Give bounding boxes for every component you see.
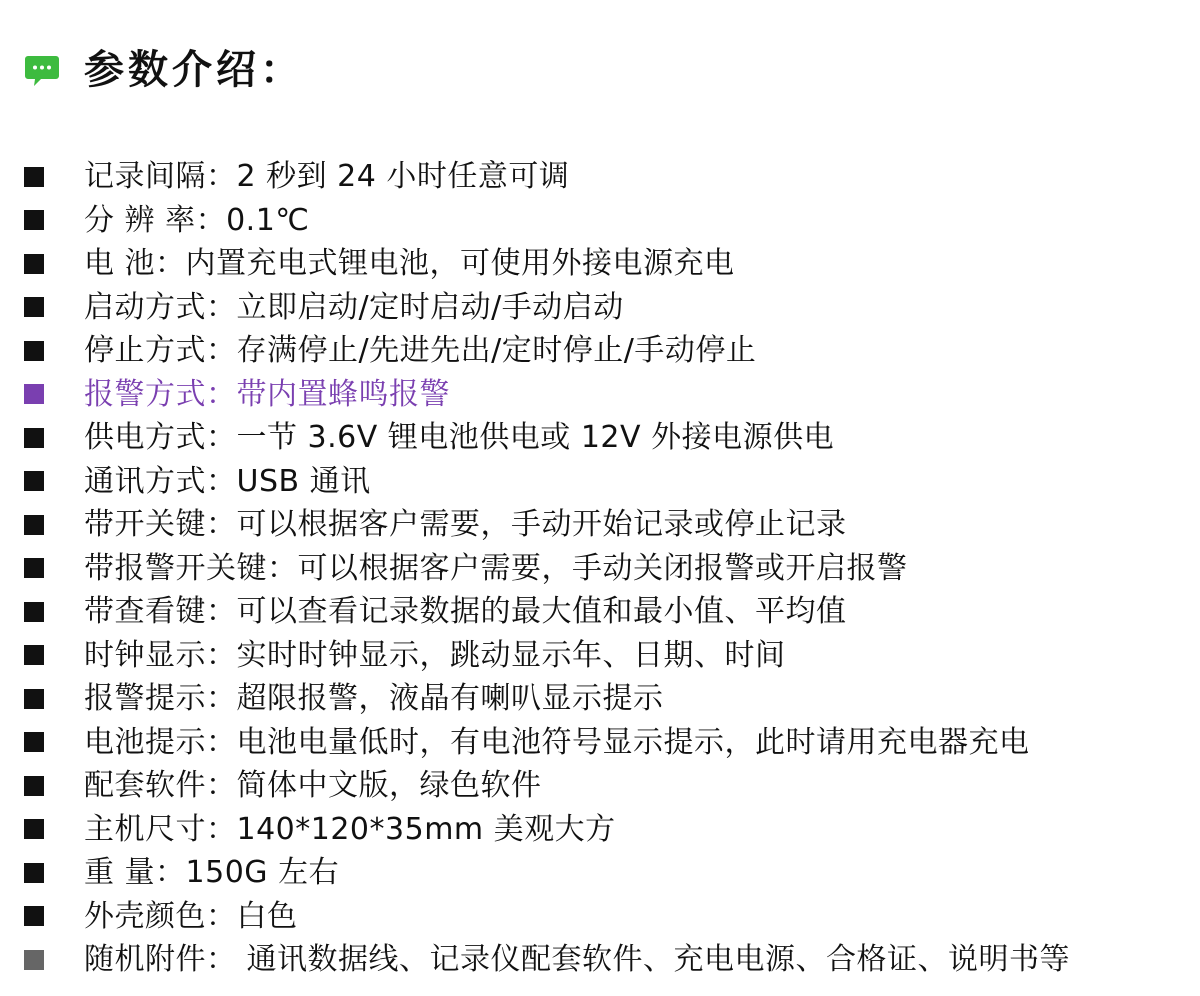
spec-text: 电池提示：电池电量低时，有电池符号显示提示，此时请用充电器充电 — [84, 724, 1030, 760]
list-item — [24, 851, 1070, 895]
page-title: 参数介绍： — [84, 47, 304, 93]
spec-text: 停止方式：存满停止/先进先出/定时停止/手动停止 — [84, 333, 757, 369]
spec-text: 分 辨 率：0.1℃ — [84, 202, 310, 238]
list-item — [24, 895, 1070, 939]
spec-text: 电 池：内置充电式锂电池，可使用外接电源充电 — [84, 246, 735, 282]
square-bullet-icon — [24, 732, 44, 752]
list-item — [24, 503, 1070, 547]
square-bullet-icon — [24, 558, 44, 578]
list-item — [24, 677, 1070, 721]
square-bullet-icon — [24, 167, 44, 187]
spec-text: 记录间隔：2 秒到 24 小时任意可调 — [84, 159, 570, 195]
spec-text: 报警提示：超限报警，液晶有喇叭显示提示 — [84, 681, 664, 717]
spec-text: 通讯方式：USB 通讯 — [84, 463, 371, 499]
square-bullet-icon — [24, 515, 44, 535]
square-bullet-icon — [24, 341, 44, 361]
list-item — [24, 416, 1070, 460]
square-bullet-icon — [24, 776, 44, 796]
spec-text: 外壳颜色：白色 — [84, 898, 298, 934]
list-item — [24, 547, 1070, 591]
list-item — [24, 634, 1070, 678]
spec-text: 启动方式：立即启动/定时启动/手动启动 — [84, 289, 624, 325]
square-bullet-icon — [24, 950, 44, 970]
square-bullet-icon — [24, 471, 44, 491]
list-item — [24, 590, 1070, 634]
list-item — [24, 155, 1070, 199]
chat-bubble-icon — [24, 55, 60, 85]
square-bullet-icon — [24, 384, 44, 404]
list-item — [24, 938, 1070, 982]
list-item — [24, 460, 1070, 504]
square-bullet-icon — [24, 602, 44, 622]
list-item — [24, 329, 1070, 373]
spec-text: 配套软件：简体中文版，绿色软件 — [84, 768, 542, 804]
square-bullet-icon — [24, 645, 44, 665]
list-item — [24, 286, 1070, 330]
spec-text: 带开关键：可以根据客户需要，手动开始记录或停止记录 — [84, 507, 847, 543]
list-item — [24, 242, 1070, 286]
spec-text: 带查看键：可以查看记录数据的最大值和最小值、平均值 — [84, 594, 847, 630]
list-item — [24, 721, 1070, 765]
spec-text: 带报警开关键：可以根据客户需要，手动关闭报警或开启报警 — [84, 550, 908, 586]
spec-text: 时钟显示：实时时钟显示，跳动显示年、日期、时间 — [84, 637, 786, 673]
square-bullet-icon — [24, 906, 44, 926]
square-bullet-icon — [24, 210, 44, 230]
spec-text: 报警方式：带内置蜂鸣报警 — [84, 376, 450, 412]
spec-text: 主机尺寸：140*120*35mm 美观大方 — [84, 811, 616, 847]
list-item — [24, 808, 1070, 852]
list-item — [24, 764, 1070, 808]
spec-text: 随机附件： 通讯数据线、记录仪配套软件、充电电源、合格证、说明书等 — [84, 942, 1071, 978]
list-item-highlighted — [24, 373, 1070, 417]
spec-text: 重 量：150G 左右 — [84, 855, 340, 891]
square-bullet-icon — [24, 819, 44, 839]
section-header — [24, 40, 304, 100]
square-bullet-icon — [24, 297, 44, 317]
square-bullet-icon — [24, 863, 44, 883]
square-bullet-icon — [24, 689, 44, 709]
spec-list — [24, 155, 1070, 982]
list-item — [24, 199, 1070, 243]
square-bullet-icon — [24, 428, 44, 448]
spec-text: 供电方式：一节 3.6V 锂电池供电或 12V 外接电源供电 — [84, 420, 835, 456]
square-bullet-icon — [24, 254, 44, 274]
